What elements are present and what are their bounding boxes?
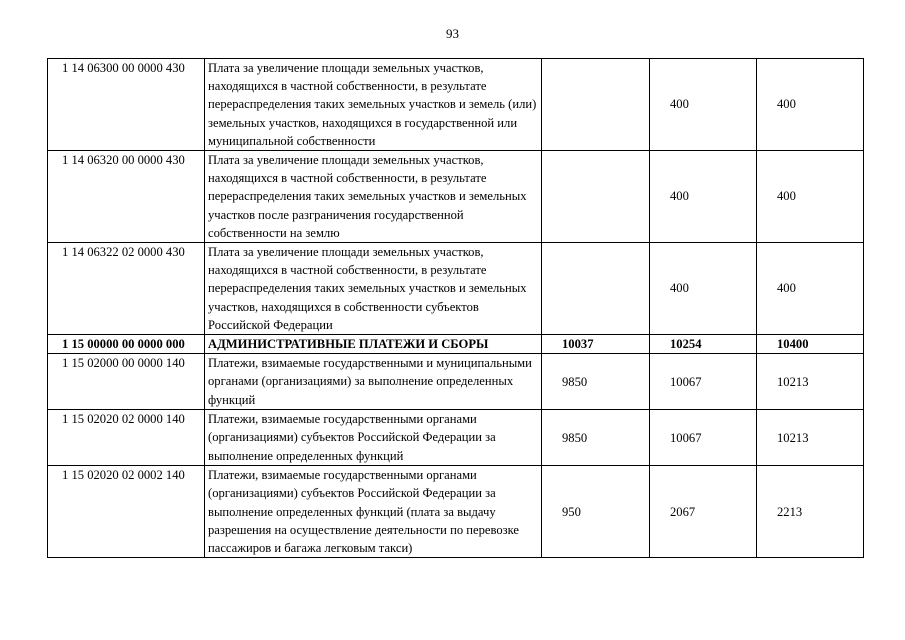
value-cell-2: 2067 [650, 466, 757, 558]
table-row [48, 410, 864, 466]
description-cell: Плата за увеличение площади земельных участков, находящихся в частной собственности, в результате перераспределения таких земельных участков и земель (или) земельных участков, находящихся в государственной или муниципальной собственности [205, 59, 542, 151]
table-row [48, 466, 864, 558]
value-cell-2: 400 [650, 151, 757, 243]
budget-code-cell: 1 15 00000 00 0000 000 [48, 335, 205, 354]
value-cell-3: 2213 [757, 466, 864, 558]
description-cell: Платежи, взимаемые государственными органами (организациями) субъектов Российской Федерации за выполнение определенных функций [205, 410, 542, 466]
value-cell-3: 10400 [757, 335, 864, 354]
value-cell-3: 10213 [757, 410, 864, 466]
value-cell-3: 10213 [757, 354, 864, 410]
budget-code-cell: 1 14 06320 00 0000 430 [48, 151, 205, 243]
description-cell: Плата за увеличение площади земельных участков, находящихся в частной собственности, в результате перераспределения таких земельных участков и земельных участков, находящихся в собственности субъектов Российской Федерации [205, 243, 542, 335]
value-cell-2: 10067 [650, 410, 757, 466]
budget-code-cell: 1 15 02000 00 0000 140 [48, 354, 205, 410]
value-cell-3: 400 [757, 59, 864, 151]
table-row [48, 151, 864, 243]
budget-code-cell: 1 14 06322 02 0000 430 [48, 243, 205, 335]
value-cell-3: 400 [757, 151, 864, 243]
budget-code-cell: 1 15 02020 02 0002 140 [48, 466, 205, 558]
value-cell-1: 9850 [542, 410, 650, 466]
value-cell-2: 400 [650, 243, 757, 335]
value-cell-1: 9850 [542, 354, 650, 410]
description-cell: Платежи, взимаемые государственными органами (организациями) субъектов Российской Федерации за выполнение определенных функций (плата за выдачу разрешения на осуществление деятельности по перевозке пассажиров и багажа легковым такси) [205, 466, 542, 558]
value-cell-1 [542, 59, 650, 151]
table-row [48, 243, 864, 335]
value-cell-2: 10254 [650, 335, 757, 354]
revenue-table [47, 58, 864, 558]
table-row [48, 354, 864, 410]
description-cell: Плата за увеличение площади земельных участков, находящихся в частной собственности, в результате перераспределения таких земельных участков и земельных участков после разграничения государственной собственности на землю [205, 151, 542, 243]
value-cell-2: 400 [650, 59, 757, 151]
table-row [48, 59, 864, 151]
page-number: 93 [446, 26, 459, 41]
budget-code-cell: 1 15 02020 02 0000 140 [48, 410, 205, 466]
value-cell-1 [542, 151, 650, 243]
value-cell-2: 10067 [650, 354, 757, 410]
description-cell: АДМИНИСТРАТИВНЫЕ ПЛАТЕЖИ И СБОРЫ [205, 335, 542, 354]
value-cell-1: 10037 [542, 335, 650, 354]
description-cell: Платежи, взимаемые государственными и муниципальными органами (организациями) за выполнение определенных функций [205, 354, 542, 410]
value-cell-3: 400 [757, 243, 864, 335]
budget-code-cell: 1 14 06300 00 0000 430 [48, 59, 205, 151]
value-cell-1 [542, 243, 650, 335]
value-cell-1: 950 [542, 466, 650, 558]
table-row-section-total [48, 335, 864, 354]
